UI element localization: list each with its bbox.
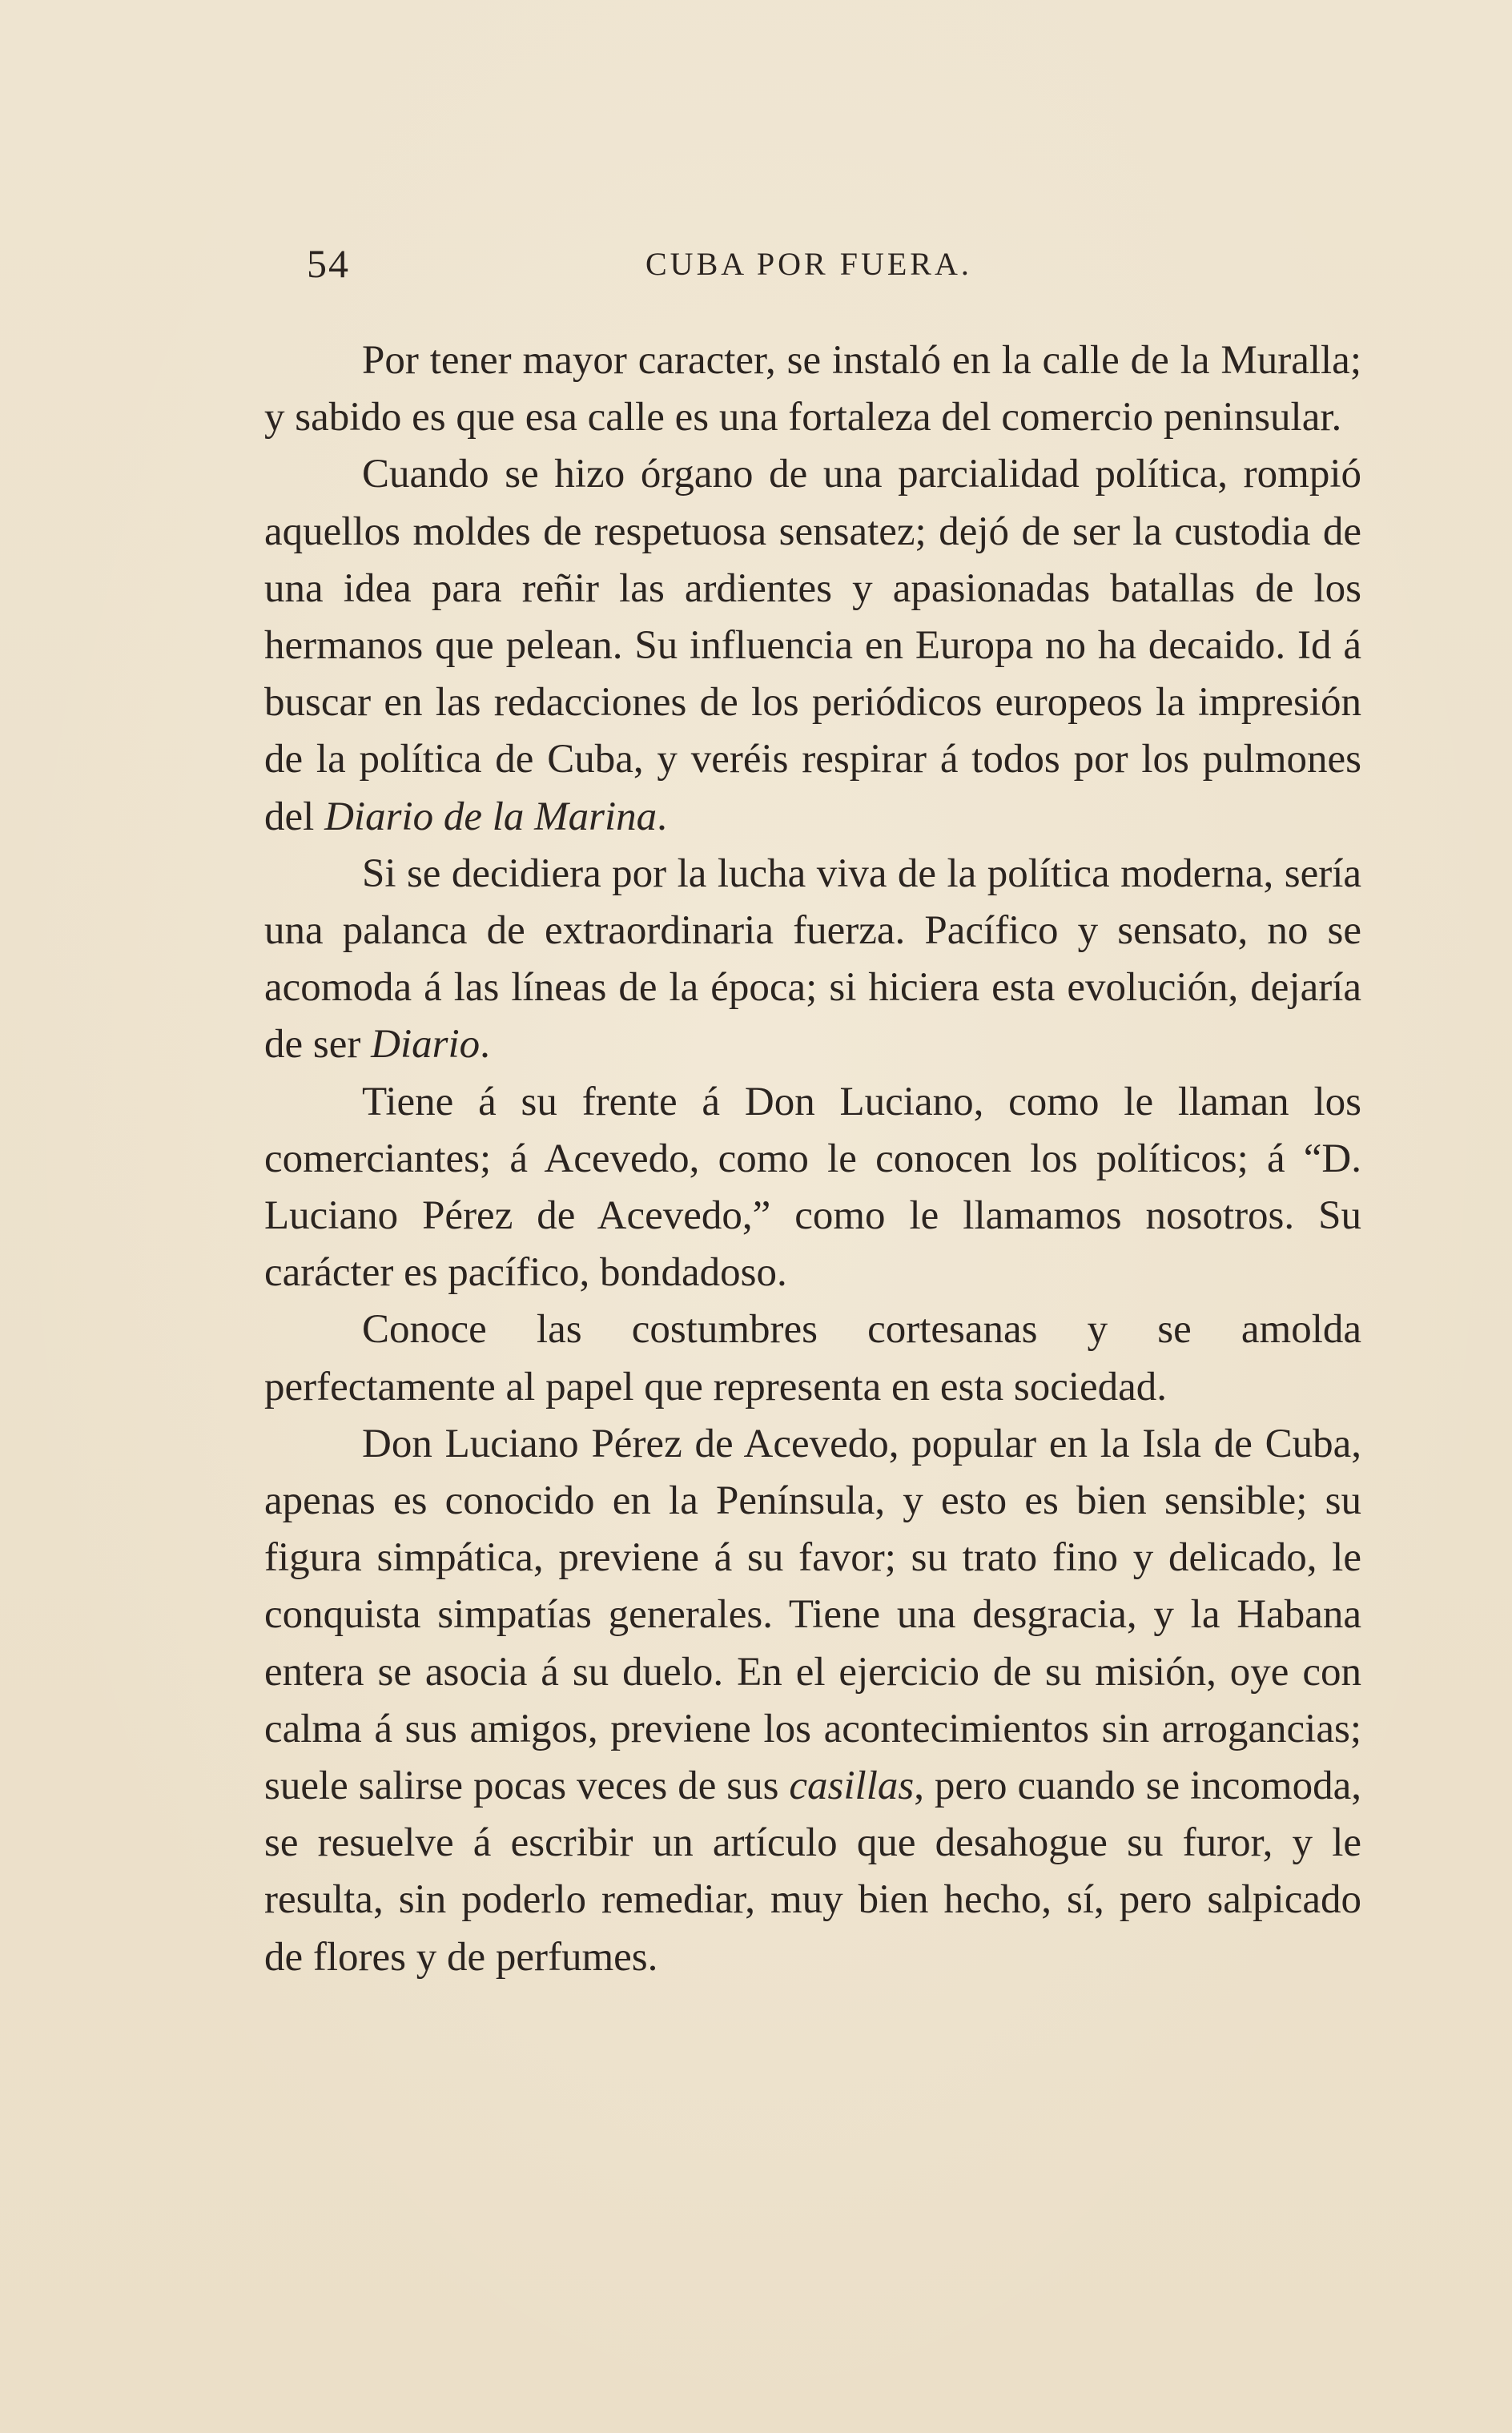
paragraph-4: Tiene á su frente á Don Luciano, como le llaman los comerciantes; á Acevedo, como le conocen los políticos; á “D. Luciano Pérez de Acevedo,” como le llamamos nosotros. Su carácter es pacífico, bondadoso. [264, 1079, 1361, 1296]
paragraph-3-text: Si se decidiera por la lucha viva de la política moderna, sería una palanca de extraordinaria fuerza. Pacífico y sensato, no se acomoda á las líneas de la época; si hiciera esta evolución, dejaría de ser [264, 851, 1361, 1068]
paragraph-6 [264, 1416, 1361, 1986]
page-number: 54 [307, 241, 350, 286]
paragraph-3-end: . [480, 1022, 490, 1068]
paragraph-2-text: Cuando se hizo órgano de una parcialidad política, rompió aquellos moldes de respetuosa sensatez; dejó de ser la custodia de una idea para reñir las ardientes y apasionadas batallas de los hermanos que pelean. Su influencia en Europa no ha decaido. Id á buscar en las redacciones de los periódicos europeos la impresión de la política de Cuba, y veréis respirar á todos por los pulmones del [264, 452, 1361, 839]
page-header [0, 240, 1512, 304]
paragraph-2-italic: Diario de la Marina [324, 794, 657, 839]
paragraph-3 [264, 846, 1361, 1074]
paragraph-1: Por tener mayor caracter, se instaló en la calle de la Muralla; y sabido es que esa calle es una fortaleza del comercio peninsular. [264, 338, 1361, 440]
paragraph-6-italic: casillas [789, 1763, 915, 1809]
paragraph-3-italic: Diario [371, 1022, 481, 1068]
running-title: CUBA POR FUERA. [645, 246, 972, 282]
paragraph-2-end: . [657, 794, 667, 839]
paragraph-6-end: , pero cuando se incomoda, se resuelve á escribir un artículo que desahogue su furor, y le resulta, sin poderlo remediar, muy bien hecho, sí, pero salpicado de flores y de perfumes. [264, 1763, 1361, 1980]
paragraph-6-text: Don Luciano Pérez de Acevedo, popular en la Isla de Cuba, apenas es conocido en la Península, y esto es bien sensible; su figura simpática, previene á su favor; su trato fino y delicado, le conquista simpatías generales. Tiene una desgracia, y la Habana entera se asocia á su duelo. En el ejercicio de su misión, oye con calma á sus amigos, previene los acontecimientos sin arrogancias; suele salirse pocas veces de sus [264, 1421, 1361, 1809]
paragraph-5: Conoce las costumbres cortesanas y se amolda perfectamente al papel que representa en esta sociedad. [264, 1307, 1361, 1410]
paragraph-2 [264, 446, 1361, 845]
body-text [264, 332, 1361, 1986]
